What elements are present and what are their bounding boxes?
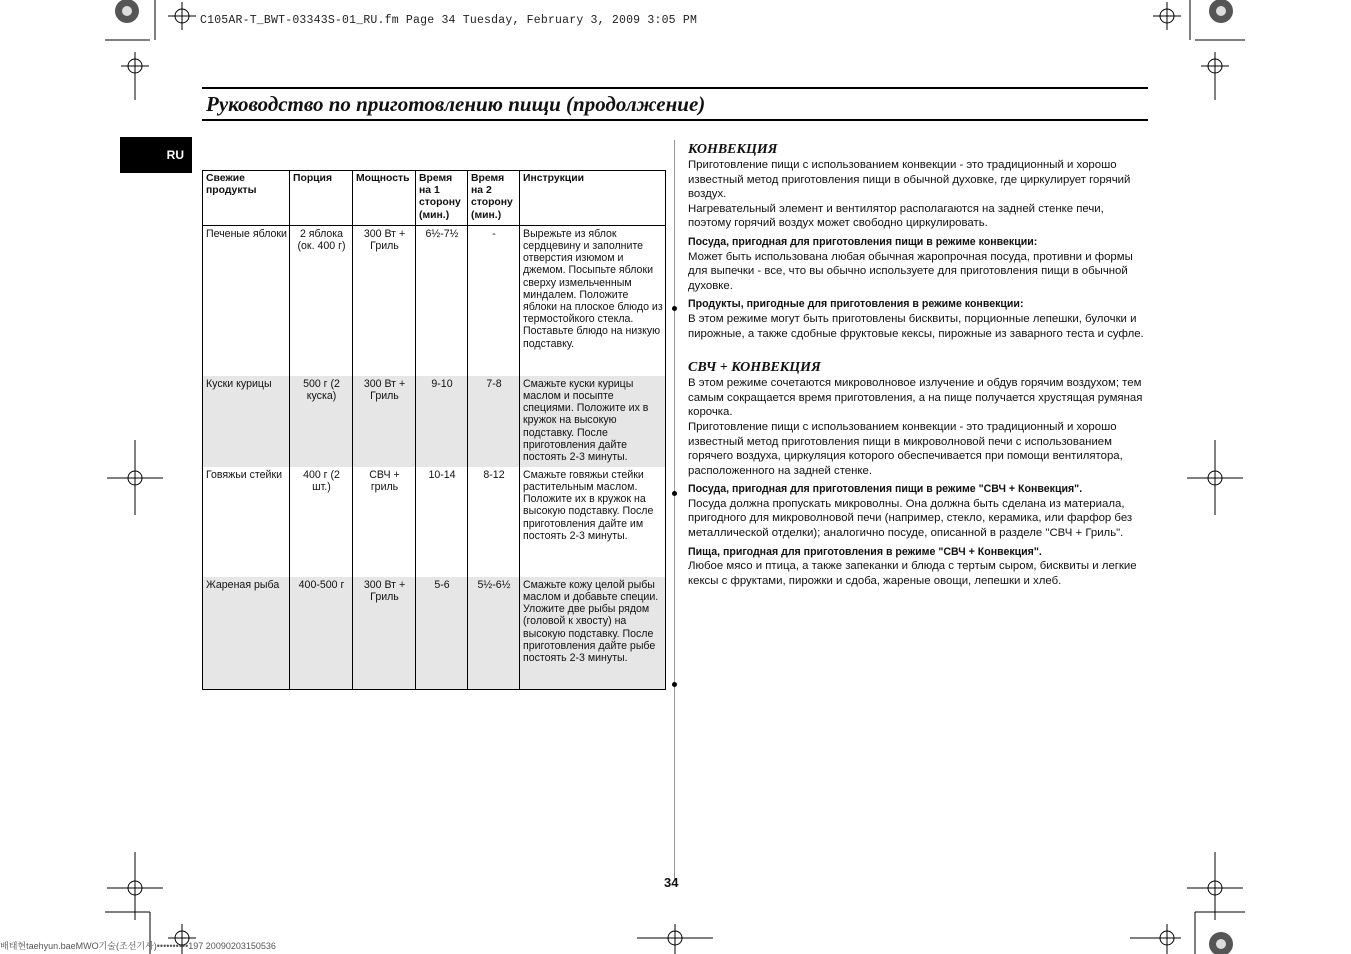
column-divider [674, 140, 675, 880]
divider-dot [672, 491, 677, 496]
cooking-table [202, 170, 666, 690]
portion-cell: 400 г (2 шт.) [290, 467, 353, 577]
divider-dot [672, 682, 677, 687]
product-cell: Куски курицы [203, 376, 290, 467]
print-footer: 배태현taehyun.baeMWO기술(조선기사)••••••••••197 20090203150536 [0, 941, 276, 951]
combo-paragraph: Любое мясо и птица, а также запеканки и блюда с тертым сыром, бисквиты и легкие кексы с фруктами, пирожки и сдоба, жареные овощи, лепешки и хлеб. [688, 560, 1137, 587]
convection-paragraph: Может быть использована любая обычная жаропрочная посуда, противни и формы для выпечки - все, что вы обычно используете для приготовления пищи в обычной духовке. [688, 250, 1133, 292]
convection-subheading: Продукты, пригодные для приготовления в режиме конвекции: [688, 298, 1024, 311]
power-cell: 300 Вт + Гриль [353, 577, 416, 690]
table-row [203, 577, 666, 690]
table-row [203, 467, 666, 577]
time2-cell: - [468, 225, 520, 376]
convection-paragraph: В этом режиме могут быть приготовлены бисквиты, порционные лепешки, булочки и пирожные, а также сдобные фруктовые кексы, пирожные из заварного теста и суфле. [688, 312, 1144, 340]
portion-cell: 500 г (2 куска) [290, 376, 353, 467]
time1-cell: 10-14 [416, 467, 468, 577]
power-cell: 300 Вт + Гриль [353, 376, 416, 467]
combo-heading: СВЧ + КОНВЕКЦИЯ [688, 360, 821, 376]
column-header: Инструкции [520, 171, 666, 226]
divider-dot [672, 306, 677, 311]
instructions-cell: Вырежьте из яблок сердцевину и заполните отверстия изюмом и джемом. Посыпьте яблоки сверху измельченным миндалем. Положите яблоки на плоское блюдо из термостойкого стекла. Поставьте блюдо на низкую подставку. [520, 225, 666, 376]
convection-paragraph: Приготовление пищи с использованием конвекции - это традиционный и хорошо известный метод приготовления пищи в обычной духовке, где циркулирует горячий воздух. [688, 159, 1131, 201]
page-title: Руководство по приготовлению пищи (продолжение) [206, 92, 706, 116]
title-rule-top [202, 87, 1148, 89]
language-tab: RU [120, 137, 192, 173]
portion-cell: 2 яблока (ок. 400 г) [290, 225, 353, 376]
table-row [203, 225, 666, 376]
combo-paragraph: Посуда должна пропускать микроволны. Она должна быть сделана из материала, пригодного для микроволновой печи (например, стекло, керамика, или фарфор без металлической отделки); аналогично посуде, описанной в разделе "СВЧ + Гриль". [688, 497, 1133, 540]
registration-mark-top-left [168, 2, 196, 30]
time1-cell: 5-6 [416, 577, 468, 690]
portion-cell: 400-500 г [290, 577, 353, 690]
table-header-row [203, 171, 666, 226]
page-number: 34 [664, 875, 679, 890]
power-cell: 300 Вт + Гриль [353, 225, 416, 376]
instructions-cell: Смажьте кожу целой рыбы маслом и добавьте специи. Уложите две рыбы рядом (головой к хвосту) на высокую подставку. После приготовления дайте рыбе постоять 2-3 минуты. [520, 577, 666, 690]
time1-cell: 9-10 [416, 376, 468, 467]
time2-cell: 7-8 [468, 376, 520, 467]
convection-paragraph: Нагревательный элемент и вентилятор располагаются на задней стенке печи, поэтому горячий воздух может свободно циркулировать. [688, 202, 1104, 230]
instructions-cell: Смажьте говяжьи стейки растительным маслом. Положите их в кружок на высокую подставку. После приготовления дайте им постоять 2-3 минуты. [520, 467, 666, 577]
table-row [203, 376, 666, 467]
convection-heading: КОНВЕКЦИЯ [688, 142, 778, 157]
instructions-cell: Смажьте куски курицы маслом и посыпте специями. Положите их в кружок на высокую подставку. После приготовления дайте постоять 2-3 минуты. [520, 376, 666, 467]
file-header: C105AR-T_BWT-03343S-01_RU.fm Page 34 Tuesday, February 3, 2009 3:05 PM [200, 14, 698, 27]
convection-subheading: Посуда, пригодная для приготовления пищи в режиме конвекции: [688, 235, 1038, 248]
combo-paragraph: Приготовление пищи с использованием конвекции - это традиционный и хорошо известный метод приготовления пищи в микроволновой печи с использованием горячего воздуха, циркуляция которого обеспечивается при помощи вентилятора, расположенного на задней стенке. [688, 420, 1123, 477]
column-header: Время на 1 сторону (мин.) [416, 171, 468, 226]
title-rule-bottom [202, 119, 1148, 121]
time1-cell: 6½-7½ [416, 225, 468, 376]
power-cell: СВЧ + гриль [353, 467, 416, 577]
product-cell: Печеные яблоки [203, 225, 290, 376]
product-cell: Говяжьи стейки [203, 467, 290, 577]
combo-paragraph: В этом режиме сочетаются микроволновое излучение и обдув горячим воздухом; тем самым сокращается время приготовления, а на пище получается хрустящая румяная корочка. [688, 377, 1143, 419]
column-header: Мощность [353, 171, 416, 226]
combo-subheading: Посуда, пригодная для приготовления пищи в режиме "СВЧ + Конвекция". [688, 483, 1083, 496]
combo-subheading: Пища, пригодная для приготовления в режиме "СВЧ + Конвекция". [688, 545, 1042, 558]
column-header: Свежие продукты [203, 171, 290, 226]
column-header: Порция [290, 171, 353, 226]
time2-cell: 8-12 [468, 467, 520, 577]
product-cell: Жареная рыба [203, 577, 290, 690]
column-header: Время на 2 сторону (мин.) [468, 171, 520, 226]
time2-cell: 5½-6½ [468, 577, 520, 690]
right-column [688, 141, 1146, 588]
